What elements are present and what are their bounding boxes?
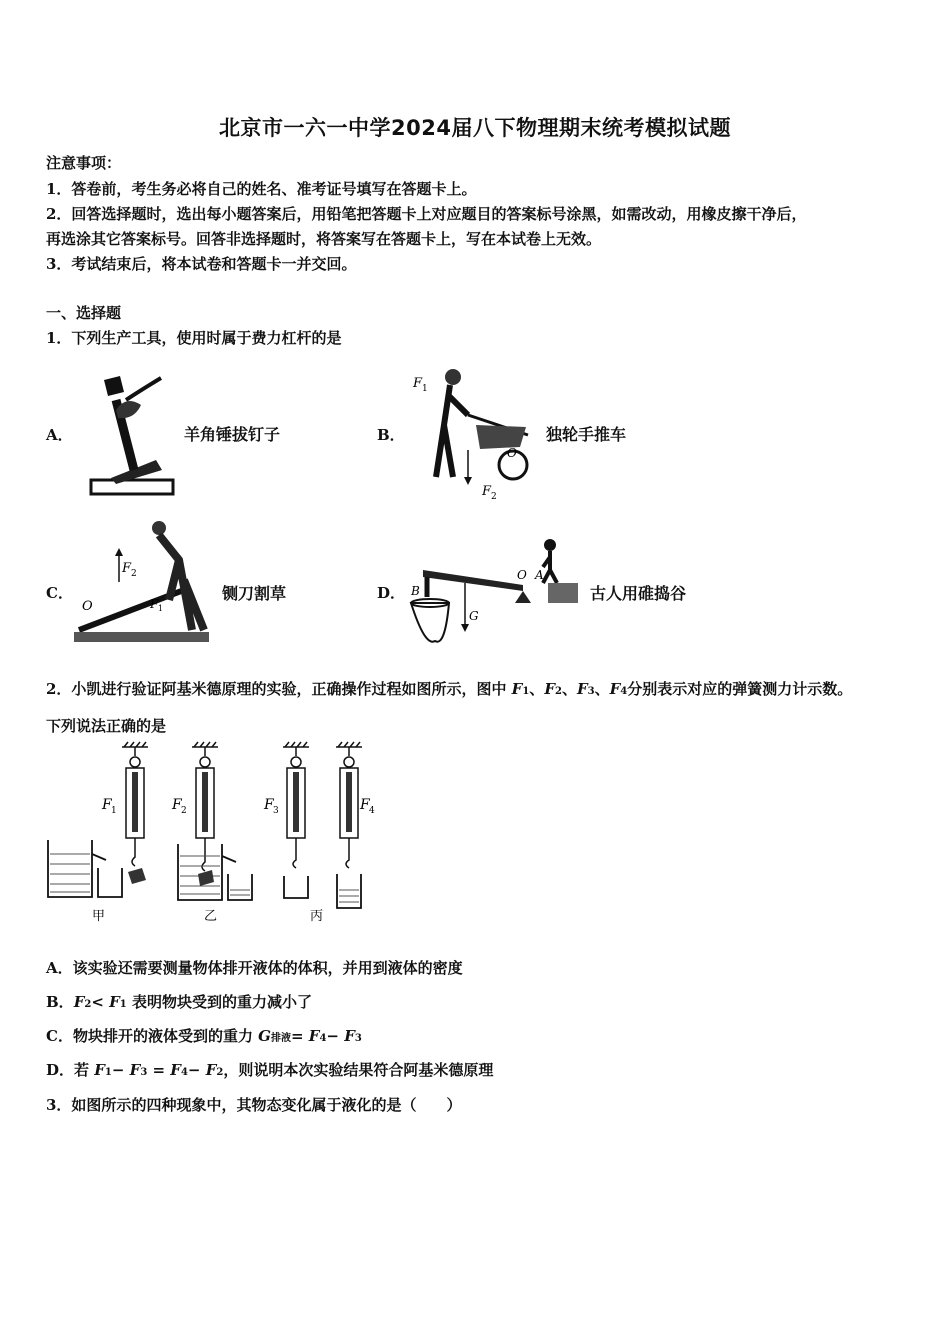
q1-option-d-letter: D． (377, 584, 406, 602)
q2-option-d (46, 1059, 493, 1080)
mortar-b-label: B (411, 584, 420, 598)
fig-caption-bing: 丙 (310, 909, 324, 924)
q2-stem-text-2: 分别表示对应的弹簧测力计示数。 (627, 680, 853, 698)
q2-d-f4: F (170, 1061, 181, 1079)
q2-stem-line2: 下列说法正确的是 (46, 717, 167, 735)
q2-c-letter: C．物块排开的液体受到的重力 (46, 1027, 259, 1045)
q2-b-f1-sub: 1 (119, 999, 127, 1010)
notice-heading: 注意事项： (46, 154, 122, 172)
q2-c-f3: F (344, 1027, 355, 1045)
q2-b-f1: F (109, 993, 120, 1011)
q2-c-f4: F (308, 1027, 320, 1045)
q2-d-f3: F (129, 1061, 141, 1079)
wheelbarrow-f1-label: F (413, 376, 423, 391)
fig-caption-jia: 甲 (92, 909, 106, 924)
q2-b-text: 表明物块受到的重力减小了 (126, 993, 312, 1011)
fig-f4-sub: 4 (369, 806, 375, 816)
q1-option-a-name: 羊角锤拔钉子 (184, 425, 281, 444)
q2-c-minus: − (326, 1027, 345, 1045)
q2-d-text: ，则说明本次实验结果符合阿基米德原理 (223, 1061, 494, 1079)
fig-f4-label: F (360, 797, 370, 813)
q2-d-f3-sub: 3 (140, 1067, 148, 1078)
q2-d-f2-sub: 2 (216, 1067, 224, 1078)
guillotine-f1-sub: 1 (158, 604, 164, 613)
q2-d-minus-2: − (187, 1061, 206, 1079)
q2-option-c (46, 1025, 362, 1046)
fig-f3-sub: 3 (273, 806, 279, 816)
q2-f3-symbol: F (576, 680, 588, 698)
q2-c-eq: = (290, 1027, 309, 1045)
q2-stem-sep-2: 、 (561, 680, 577, 698)
q2-c-g: G (258, 1027, 271, 1045)
q2-c-f4-sub: 4 (319, 1033, 327, 1044)
q2-d-f4-sub: 4 (180, 1067, 188, 1078)
q2-d-letter: D．若 (46, 1061, 95, 1079)
mortar-a-label: A (535, 568, 544, 582)
q2-b-f2: F (73, 993, 85, 1011)
q2-stem-sep-3: 、 (594, 680, 610, 698)
q2-b-lt: < (91, 993, 110, 1011)
q1-stem: 1．下列生产工具，使用时属于费力杠杆的是 (46, 329, 342, 347)
notice-item-1: 1．答卷前，考生务必将自己的姓名、准考证号填写在答题卡上。 (46, 180, 477, 198)
q2-f1-sub: 1 (522, 686, 530, 697)
q2-f4-symbol: F (609, 680, 621, 698)
guillotine-figure (74, 520, 214, 645)
wheelbarrow-f2-label: F (482, 484, 492, 499)
q1-option-c-name: 铡刀割草 (222, 584, 287, 603)
q1-option-b-name: 独轮手推车 (546, 425, 627, 444)
guillotine-f1-label: F (150, 597, 159, 611)
q1-option-d-name: 古人用碓捣谷 (590, 584, 687, 603)
q2-f4-sub: 4 (620, 686, 628, 697)
q2-f2-sub: 2 (554, 686, 562, 697)
mortar-g-label: G (469, 609, 479, 623)
mortar-figure (405, 535, 580, 647)
guillotine-o-label: O (82, 599, 93, 614)
q2-b-f2-sub: 2 (84, 999, 92, 1010)
wheelbarrow-f2-sub: 2 (491, 492, 497, 502)
notice-item-3: 3．考试结束后，将本试卷和答题卡一并交回。 (46, 255, 357, 273)
mortar-o-label: O (517, 568, 527, 582)
wheelbarrow-o-label: O (507, 446, 517, 460)
q2-stem-text-1: 2．小凯进行验证阿基米德原理的实验，正确操作过程如图所示，图中 (46, 680, 512, 698)
q1-option-b-letter: B． (377, 426, 405, 444)
q2-d-f1: F (94, 1061, 105, 1079)
fig-f3-label: F (264, 797, 274, 813)
fig-f1-sub: 1 (111, 806, 117, 816)
q1-option-a-letter: A． (46, 426, 73, 444)
q1-option-c-letter: C． (46, 584, 73, 602)
wheelbarrow-f1-sub: 1 (422, 384, 428, 394)
q2-c-f3-sub: 3 (354, 1033, 362, 1044)
section-heading: 一、选择题 (46, 304, 122, 322)
archimedes-figure (44, 742, 384, 927)
fig-f1-label: F (102, 797, 112, 813)
q2-option-b (46, 991, 312, 1012)
guillotine-f2-label: F (122, 561, 132, 576)
q2-stem-line1 (46, 678, 852, 699)
q2-d-f2: F (205, 1061, 217, 1079)
q2-d-f1-sub: 1 (104, 1067, 112, 1078)
fig-f2-sub: 2 (181, 806, 187, 816)
q2-d-eq: = (147, 1061, 171, 1079)
q2-b-letter: B． (46, 993, 74, 1011)
q2-f1-symbol: F (511, 680, 523, 698)
q2-option-a: A．该实验还需要测量物体排开液体的体积，并用到液体的密度 (46, 959, 463, 977)
q2-f2-symbol: F (544, 680, 555, 698)
notice-item-2: 2．回答选择题时，选出每小题答案后，用铅笔把答题卡上对应题目的答案标号涂黑，如需改动，用橡皮擦干净后， (46, 205, 807, 223)
wheelbarrow-figure (408, 365, 538, 500)
guillotine-f2-sub: 2 (131, 569, 137, 579)
notice-item-2-cont: 再选涂其它答案标号。回答非选择题时，将答案写在答题卡上，写在本试卷上无效。 (46, 230, 602, 248)
q2-stem-sep-1: 、 (529, 680, 545, 698)
hammer-figure (86, 370, 181, 500)
q2-c-g-sub: 排液 (270, 1033, 291, 1044)
fig-f2-label: F (172, 797, 182, 813)
fig-caption-yi: 乙 (204, 909, 218, 924)
q2-d-minus-1: − (111, 1061, 130, 1079)
page-title: 北京市一六一中学2024届八下物理期末统考模拟试题 (219, 116, 731, 140)
q3-stem: 3．如图所示的四种现象中，其物态变化属于液化的是（ ） (46, 1096, 462, 1114)
q2-f3-sub: 3 (587, 686, 595, 697)
